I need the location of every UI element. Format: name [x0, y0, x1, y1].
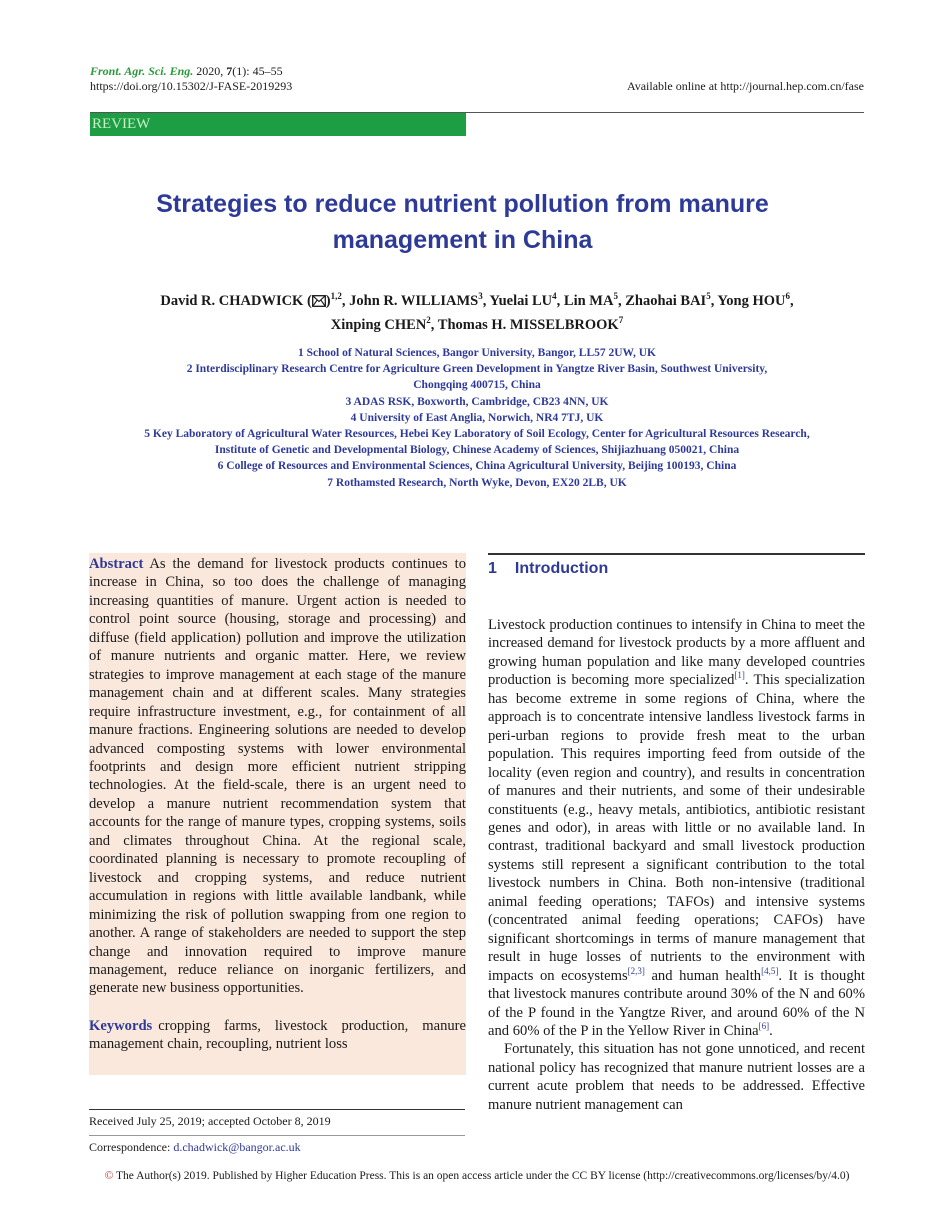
- citation-link[interactable]: [6]: [758, 1021, 770, 1032]
- affiliation: 5 Key Laboratory of Agricultural Water Resources, Hebei Key Laboratory of Soil Ecology, Center for Agricultural Resources Research,: [144, 428, 810, 441]
- article-title: Strategies to reduce nutrient pollution from manure management in China: [156, 190, 769, 254]
- section-heading: [488, 560, 608, 578]
- journal-issue-pages: (1): 45–55: [232, 64, 283, 78]
- doi-link[interactable]: https://doi.org/10.15302/J-FASE-2019293: [90, 79, 293, 93]
- journal-volume: 7: [226, 64, 233, 78]
- copyright-icon: ©: [104, 1170, 114, 1182]
- affiliation: 6 College of Resources and Environmental Sciences, China Agricultural University, Beijing 100193, China: [217, 460, 737, 473]
- keywords-label: Keywords: [89, 1017, 153, 1034]
- affiliation: 7 Rothamsted Research, North Wyke, Devon, EX20 2LB, UK: [327, 476, 627, 489]
- author-name: Yong HOU: [717, 293, 786, 309]
- author-name: John R. WILLIAMS: [349, 293, 479, 309]
- affiliation: 4 University of East Anglia, Norwich, NR4 7TJ, UK: [350, 411, 604, 424]
- license-text: The Author(s) 2019. Published by Higher Education Press. This is an open access article under the CC BY license (http://creativecommons.org/licenses/by/4.0): [113, 1170, 850, 1182]
- section-number: 1: [488, 560, 497, 577]
- author-name: Yuelai LU: [489, 293, 553, 309]
- abstract-text: As the demand for livestock products continues to increase in China, so too does the challenge of managing increasing quantities of manure. Urgent action is needed to control point source (housing, storage and processing) and diffuse (field application) pollution and improve the utilization of manure nutrients and organic matter. Here, we review strategies to improve management at each stage of the manure management chain and at different scales. Many strategies require infrastructure investment, e.g., for containment of all manure fractions. Engineering solutions are needed to develop advanced composting systems with lower environmental footprints and design more efficient nutrient stripping technologies. At the field-scale, there is an urgent need to develop a manure nutrient recommendation system that accounts for the range of manure types, cropping systems, soils and climates throughout China. At the regional scale, coordinated planning is necessary to promote recoupling of livestock and cropping systems, and reduce nutrient accumulation in regions with little available landbank, while minimizing the risk of pollution swapping from one region to another. A range of stakeholders are needed to support the step change and innovation required to improve manure management, reduce reliance on inorganic fertilizers, and generate new business opportunities.: [89, 556, 466, 997]
- license-footer: [90, 1169, 864, 1184]
- citation-link[interactable]: [1]: [734, 670, 745, 681]
- affiliation-list: [90, 345, 864, 491]
- article-type-label: REVIEW: [92, 116, 151, 132]
- keywords: [89, 1017, 466, 1054]
- available-online[interactable]: Available online at http://journal.hep.com.cn/fase: [626, 79, 864, 93]
- abstract-body: [89, 555, 466, 998]
- correspondence-divider: [89, 1135, 465, 1136]
- journal-citation: [90, 64, 283, 79]
- journal-name: Front. Agr. Sci. Eng.: [90, 64, 194, 78]
- author-name: Zhaohai BAI: [625, 293, 707, 309]
- affiliation: 1 School of Natural Sciences, Bangor University, Bangor, LL57 2UW, UK: [297, 347, 657, 359]
- affiliation: Institute of Genetic and Developmental Biology, Chinese Academy of Sciences, Shijiazhuang 050021, China: [214, 444, 740, 457]
- paragraph: Fortunately, this situation has not gone unnoticed, and recent national policy has recognized that manure nutrient losses are a current acute problem that needs to be addressed. Effective manure nutrient management can: [488, 1041, 865, 1113]
- correspondence-label: Correspondence:: [89, 1140, 171, 1154]
- dates-divider: [89, 1109, 465, 1110]
- introduction-body: [488, 616, 865, 1114]
- author-name: Thomas H. MISSELBROOK: [437, 317, 619, 333]
- abstract: [89, 555, 466, 1054]
- affiliation: 2 Interdisciplinary Research Centre for Agriculture Green Development in Yangtze River Basin, Southwest University,: [186, 363, 768, 376]
- affiliation: Chongqing 400715, China: [413, 379, 541, 392]
- abstract-label: Abstract: [89, 556, 144, 572]
- author-list: David R. CHADWICK ( )$^{1,2}$, John R. WILLIAMS$^3$, Yuelai $LU^4$, Lin $MA^5$, Zhaohai BAI$^5$, Yong HOU$^6$, Xinping CHEN$^2$, Thomas H. MISSELBROOK$^7$: [160, 291, 794, 333]
- author-name: Lin MA: [563, 293, 614, 309]
- keywords-text: cropping farms, livestock production, manure management chain, recoupling, nutrient loss: [89, 1017, 466, 1053]
- paragraph: Livestock production continues to intensify in China to meet the increased demand for livestock products by a more affluent and growing human population and like many developed countries production is becoming more specialized[1]. This specialization has become extreme in some regions of China, where the approach is to concentrate intensive landless livestock farms in peri-urban regions to provide fresh meat to the urban population. This requires importing feed from outside of the locality (even region and country), and results in concentration of manures and their nutrients, and some of their undesirable constituents (e.g., heavy metals, antibiotics, antibiotic resistant genes and odor), in areas with little or no available land. In contrast, traditional backyard and small livestock production systems still represent a significant contribution to the total livestock numbers in China. Both non-intensive (traditional animal feeding operations; TAFOs) and intensive systems (concentrated animal feeding operations; CAFOs) have significant shortcomings in terms of manure management that result in huge losses of nutrients to the environment with impacts on ecosystems[2,3] and human health[4,5]. It is thought that livestock manures contribute around 30% of the N and 60% of the P found in the Yangtze River, and around 60% of the N and 60% of the P in the Yellow River in China[6].: [488, 617, 866, 1039]
- correspondence: [89, 1140, 301, 1155]
- section-title: Introduction: [514, 560, 609, 577]
- author-name: Xinping CHEN: [330, 317, 427, 333]
- journal-year: 2020,: [196, 64, 224, 78]
- correspondence-email[interactable]: d.chadwick@bangor.ac.uk: [173, 1140, 301, 1154]
- received-dates: Received July 25, 2019; accepted October 8, 2019: [89, 1114, 331, 1128]
- article-type-bar: [90, 113, 466, 136]
- section-divider: [488, 553, 865, 555]
- affiliation: 3 ADAS RSK, Boxworth, Cambridge, CB23 4NN, UK: [345, 395, 609, 408]
- mail-icon[interactable]: [312, 292, 326, 314]
- citation-link[interactable]: [2,3]: [627, 965, 645, 976]
- citation-link[interactable]: [4,5]: [761, 965, 779, 976]
- author-name: David R. CHADWICK (: [160, 293, 312, 309]
